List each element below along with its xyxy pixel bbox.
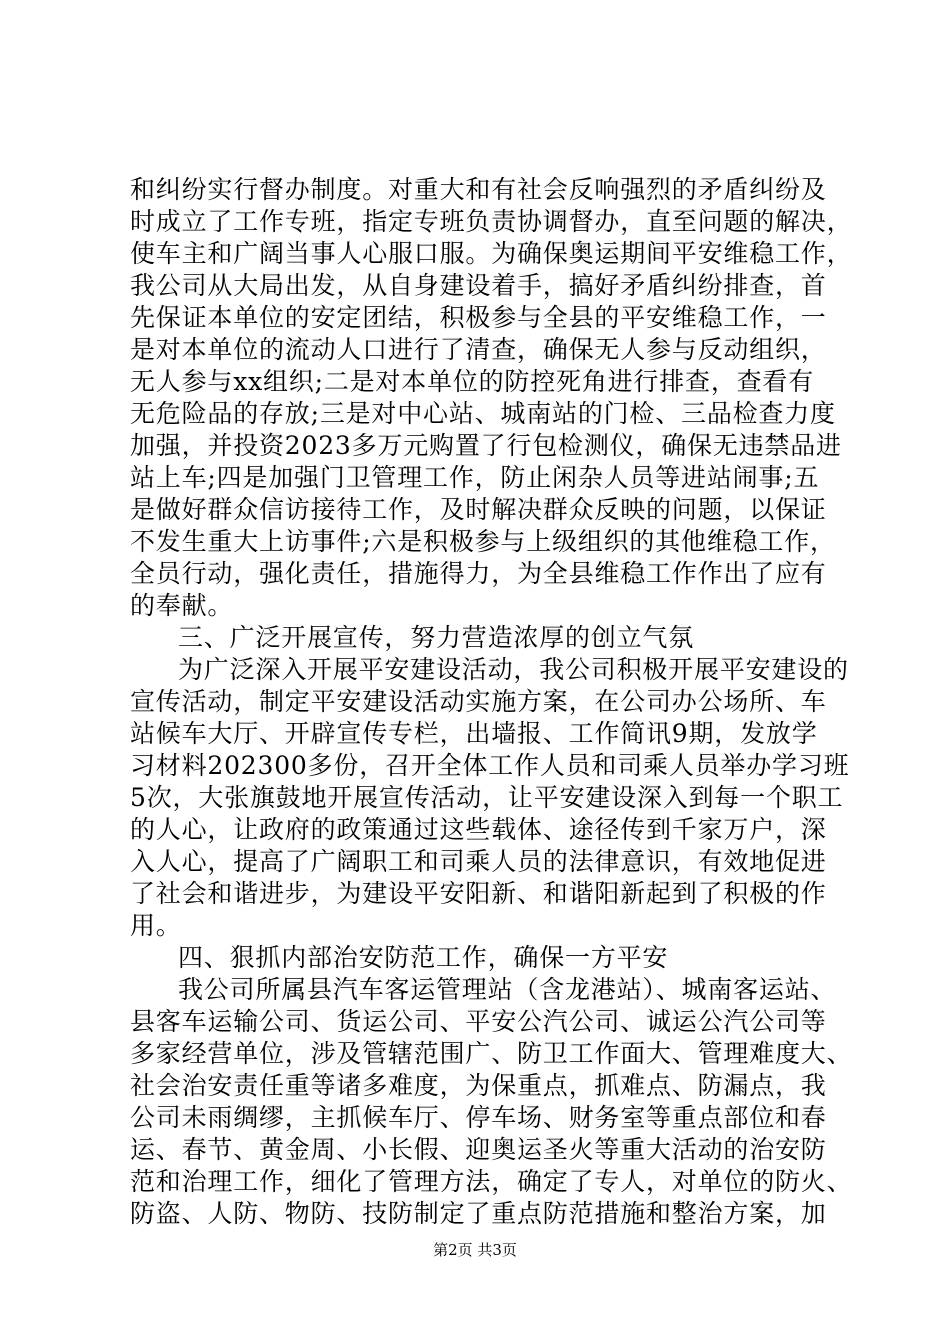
body-text-line: 用。	[130, 911, 182, 940]
section-heading: 四、狠抓内部治安防范工作，确保一方平安	[178, 943, 669, 972]
body-text-line: 社会治安责任重等诸多难度，为保重点，抓难点、防漏点，我	[130, 1071, 827, 1100]
body-text-line: 使车主和广阔当事人心服口服。为确保奥运期间平安维稳工作，	[130, 239, 853, 268]
body-text-line: 县客车运输公司、货运公司、平安公汽公司、诚运公汽公司等	[130, 1007, 827, 1036]
body-text-line: 和纠纷实行督办制度。对重大和有社会反响强烈的矛盾纠纷及	[130, 175, 827, 204]
body-text-line: 的人心，让政府的政策通过这些载体、途径传到千家万户，深	[130, 815, 827, 844]
body-text-line: 5次，大张旗鼓地开展宣传活动，让平安建设深入到每一个职工	[130, 783, 844, 812]
body-text-line: 防盗、人防、物防、技防制定了重点防范措施和整治方案，加	[130, 1199, 827, 1228]
body-text-line: 先保证本单位的安定团结，积极参与全县的平安维稳工作，一	[130, 303, 827, 332]
body-text-line: 全员行动，强化责任，措施得力，为全县维稳工作作出了应有	[130, 559, 827, 588]
section-heading: 三、广泛开展宣传，努力营造浓厚的创立气氛	[178, 623, 695, 652]
body-text-line: 是做好群众信访接待工作，及时解决群众反映的问题，以保证	[130, 495, 827, 524]
body-text-line: 我公司所属县汽车客运管理站（含龙港站）、城南客运站、	[178, 975, 837, 1004]
body-text-line: 站上车;四是加强门卫管理工作，防止闲杂人员等进站闹事;五	[130, 463, 820, 492]
body-text-line: 习材料202300多份，召开全体工作人员和司乘人员举办学习班	[130, 751, 850, 780]
body-text-line: 是对本单位的流动人口进行了清查，确保无人参与反动组织，	[130, 335, 827, 364]
body-text-line: 时成立了工作专班，指定专班负责协调督办，直至问题的解决，	[130, 207, 853, 236]
body-text-line: 运、春节、黄金周、小长假、迎奥运圣火等重大活动的治安防	[130, 1135, 827, 1164]
body-text-line: 了社会和谐进步，为建设平安阳新、和谐阳新起到了积极的作	[130, 879, 827, 908]
body-text-line: 为广泛深入开展平安建设活动，我公司积极开展平安建设的	[178, 655, 849, 684]
body-text-line: 不发生重大上访事件;六是积极参与上级组织的其他维稳工作，	[130, 527, 836, 556]
body-text-line: 宣传活动，制定平安建设活动实施方案，在公司办公场所、车	[130, 687, 827, 716]
body-text-line: 入人心，提高了广阔职工和司乘人员的法律意识，有效地促进	[130, 847, 827, 876]
body-text-line: 我公司从大局出发，从自身建设着手，搞好矛盾纠纷排查，首	[130, 271, 827, 300]
body-text-line: 无危险品的存放;三是对中心站、城南站的门检、三品检查力度	[130, 399, 836, 428]
page-number-footer: 第2页 共3页	[433, 1241, 517, 1259]
body-text-line: 的奉献。	[130, 591, 234, 620]
body-text-line: 公司未雨绸缪，主抓候车厅、停车场、财务室等重点部位和春	[130, 1103, 827, 1132]
body-text-line: 范和治理工作，细化了管理方法，确定了专人，对单位的防火、	[130, 1167, 853, 1196]
body-text-line: 无人参与xx组织;二是对本单位的防控死角进行排查，查看有	[130, 367, 815, 396]
body-text-line: 加强，并投资2023多万元购置了行包检测仪，确保无违禁品进	[130, 431, 842, 460]
body-text-line: 站候车大厅、开辟宣传专栏，出墙报、工作简讯9期，发放学	[130, 719, 818, 748]
body-text-line: 多家经营单位，涉及管辖范围广、防卫工作面大、管理难度大、	[130, 1039, 853, 1068]
